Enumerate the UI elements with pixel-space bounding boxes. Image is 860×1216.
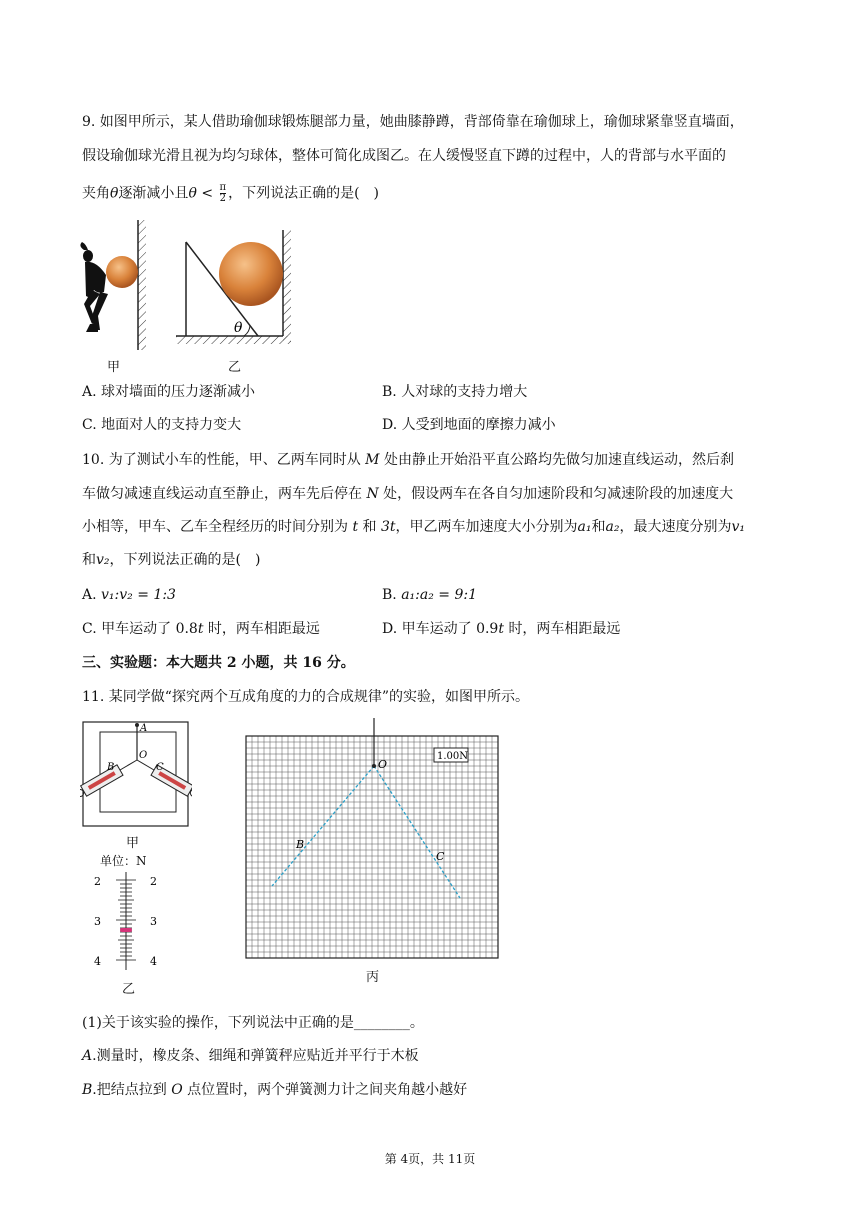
figure-jia-board: [80, 718, 192, 830]
q10-option-b: [382, 585, 477, 605]
angle-arc: [244, 325, 250, 336]
q10-text: 小相等，甲车、乙车全程经历的时间分别为: [82, 519, 348, 535]
option-text: D. 甲车运动了 0.9: [382, 621, 499, 637]
unit-label: 单位：N: [100, 854, 147, 868]
figure-yi-caption: 乙: [122, 982, 136, 997]
q9-option-a: A. 球对墙面的压力逐渐减小: [82, 384, 256, 400]
page-footer: 第 4页，共 11页: [384, 1152, 476, 1166]
label-o: O: [139, 750, 148, 761]
var-3t: 3t: [381, 519, 396, 535]
label-c: C: [436, 850, 445, 863]
var-a2: a₂: [605, 519, 620, 535]
fraction-denominator: 2: [219, 193, 226, 204]
option-expr: a₁:a₂ = 9:1: [401, 587, 477, 603]
fraction: [220, 183, 227, 204]
q9-option-c: C. 地面对人的支持力变大: [82, 417, 242, 433]
q11-option-b: [82, 1080, 467, 1100]
option-expr: v₁:v₂ = 1:3: [101, 587, 176, 603]
q11-line-1: 11. 某同学做“探究两个互成角度的力的合成规律”的实验，如图甲所示。: [82, 689, 530, 705]
option-text: 时，两车相距最远: [508, 621, 621, 637]
var-t: t: [352, 519, 359, 535]
figure-jia-caption: 甲: [107, 360, 121, 375]
q9-text: ，下列说法正确的是( ): [228, 185, 380, 202]
var-t: t: [498, 621, 504, 637]
q10-line-4: [82, 550, 260, 570]
var-v2: v₂: [96, 552, 110, 568]
q10-text: 和: [591, 519, 606, 535]
figure-yi-caption: 乙: [228, 360, 242, 375]
scale-label-right-3: 3: [150, 915, 157, 928]
q10-text: 处由静止开始沿平直公路均先做匀加速直线运动，然后刹: [383, 452, 734, 468]
option-text: 时，两车相距最远: [207, 621, 320, 637]
q10-text: 10. 为了测试小车的性能，甲、乙两车同时从: [82, 452, 361, 468]
yoga-ball: [106, 256, 138, 288]
option-letter: B.: [382, 587, 397, 603]
grid-scale-label: 1.00N: [437, 751, 469, 762]
q10-text: ，下列说法正确的是( ): [109, 552, 261, 568]
option-text: 点位置时，两个弹簧测力计之间夹角越小越好: [187, 1082, 468, 1098]
theta-symbol: θ: [110, 185, 119, 202]
inequality: θ <: [188, 185, 214, 202]
scale-label-left-3: 3: [94, 915, 101, 928]
wall-hatch: [138, 220, 146, 350]
label-b: B: [296, 838, 305, 851]
q10-option-a: [82, 585, 176, 605]
q10-text: 处，假设两车在各自匀加速阶段和匀减速阶段的加速度大: [383, 486, 734, 502]
ground-hatch: [176, 336, 291, 344]
figure-jia-caption: 甲: [126, 836, 140, 851]
q10-option-d: [382, 619, 620, 639]
figure-bing-grid: [244, 718, 502, 962]
option-text: .把结点拉到: [92, 1082, 167, 1098]
q9-text: 夹角: [82, 185, 110, 202]
scale-label-right-4: 4: [150, 955, 157, 968]
q9-option-d: D. 人受到地面的摩擦力减小: [382, 417, 556, 433]
label-o: O: [378, 758, 388, 771]
option-letter: A.: [82, 587, 97, 603]
q11-option-a: [82, 1046, 419, 1066]
q10-text: ，甲乙两车加速度大小分别为: [395, 519, 578, 535]
fraction-numerator: π: [219, 182, 227, 193]
person-silhouette: [80, 242, 108, 332]
scale-label-left-4: 4: [94, 955, 101, 968]
point-o: [372, 764, 376, 768]
q10-option-c: [82, 619, 320, 639]
figure-jia-person-ball: [76, 220, 156, 352]
var-v1: v₁: [731, 519, 746, 535]
label-b: B: [107, 762, 115, 773]
q10-line-1: [82, 450, 734, 470]
q9-line-3: [82, 183, 379, 204]
figure-yi-simplified: [172, 222, 294, 350]
figure-yi-scale: [88, 870, 164, 974]
q10-text: 和: [82, 552, 96, 568]
q10-line-3: [82, 517, 745, 537]
scale-label-right-2: 2: [150, 875, 157, 888]
figure-bing-caption: 丙: [366, 970, 380, 985]
grid-lines: [246, 736, 498, 958]
pointer: [120, 928, 132, 932]
label-c: C: [156, 762, 164, 773]
q9-line-2: 假设瑜伽球光滑且视为均匀球体，整体可简化成图乙。在人缓慢竖直下蹲的过程中，人的背部与水平面的: [82, 148, 726, 164]
option-text: C. 甲车运动了 0.8: [82, 621, 198, 637]
option-text: .测量时，橡皮条、细绳和弹簧秤应贴近并平行于木板: [92, 1048, 419, 1064]
q9-line-1: 9. 如图甲所示，某人借助瑜伽球锻炼腿部力量，她曲膝静蹲，背部倚靠在瑜伽球上，瑜伽球紧靠竖直墙面，: [82, 114, 744, 130]
q10-text: ，最大速度分别为: [619, 519, 732, 535]
theta-label: θ: [234, 320, 243, 336]
q10-line-2: [82, 484, 733, 504]
var-t: t: [197, 621, 204, 637]
yoga-ball: [219, 242, 283, 306]
option-letter: A: [82, 1048, 93, 1064]
q9-text: 逐渐减小且: [118, 185, 189, 202]
wall-hatch: [283, 230, 291, 342]
q10-text: 和: [362, 519, 377, 535]
label-a: A: [140, 723, 148, 734]
point-n: N: [366, 486, 379, 502]
point-o: O: [171, 1082, 183, 1098]
point-m: M: [365, 452, 380, 468]
q11-sub-1: (1)关于该实验的操作，下列说法中正确的是________。: [82, 1015, 424, 1031]
var-a1: a₁: [577, 519, 592, 535]
q10-text: 车做匀减速直线运动直至静止，两车先后停在: [82, 486, 362, 502]
option-letter: B: [82, 1082, 93, 1098]
q9-option-b: B. 人对球的支持力增大: [382, 384, 528, 400]
section-heading: 三、实验题：本大题共 2 小题，共 16 分。: [82, 655, 355, 671]
scale-label-left-2: 2: [94, 875, 101, 888]
